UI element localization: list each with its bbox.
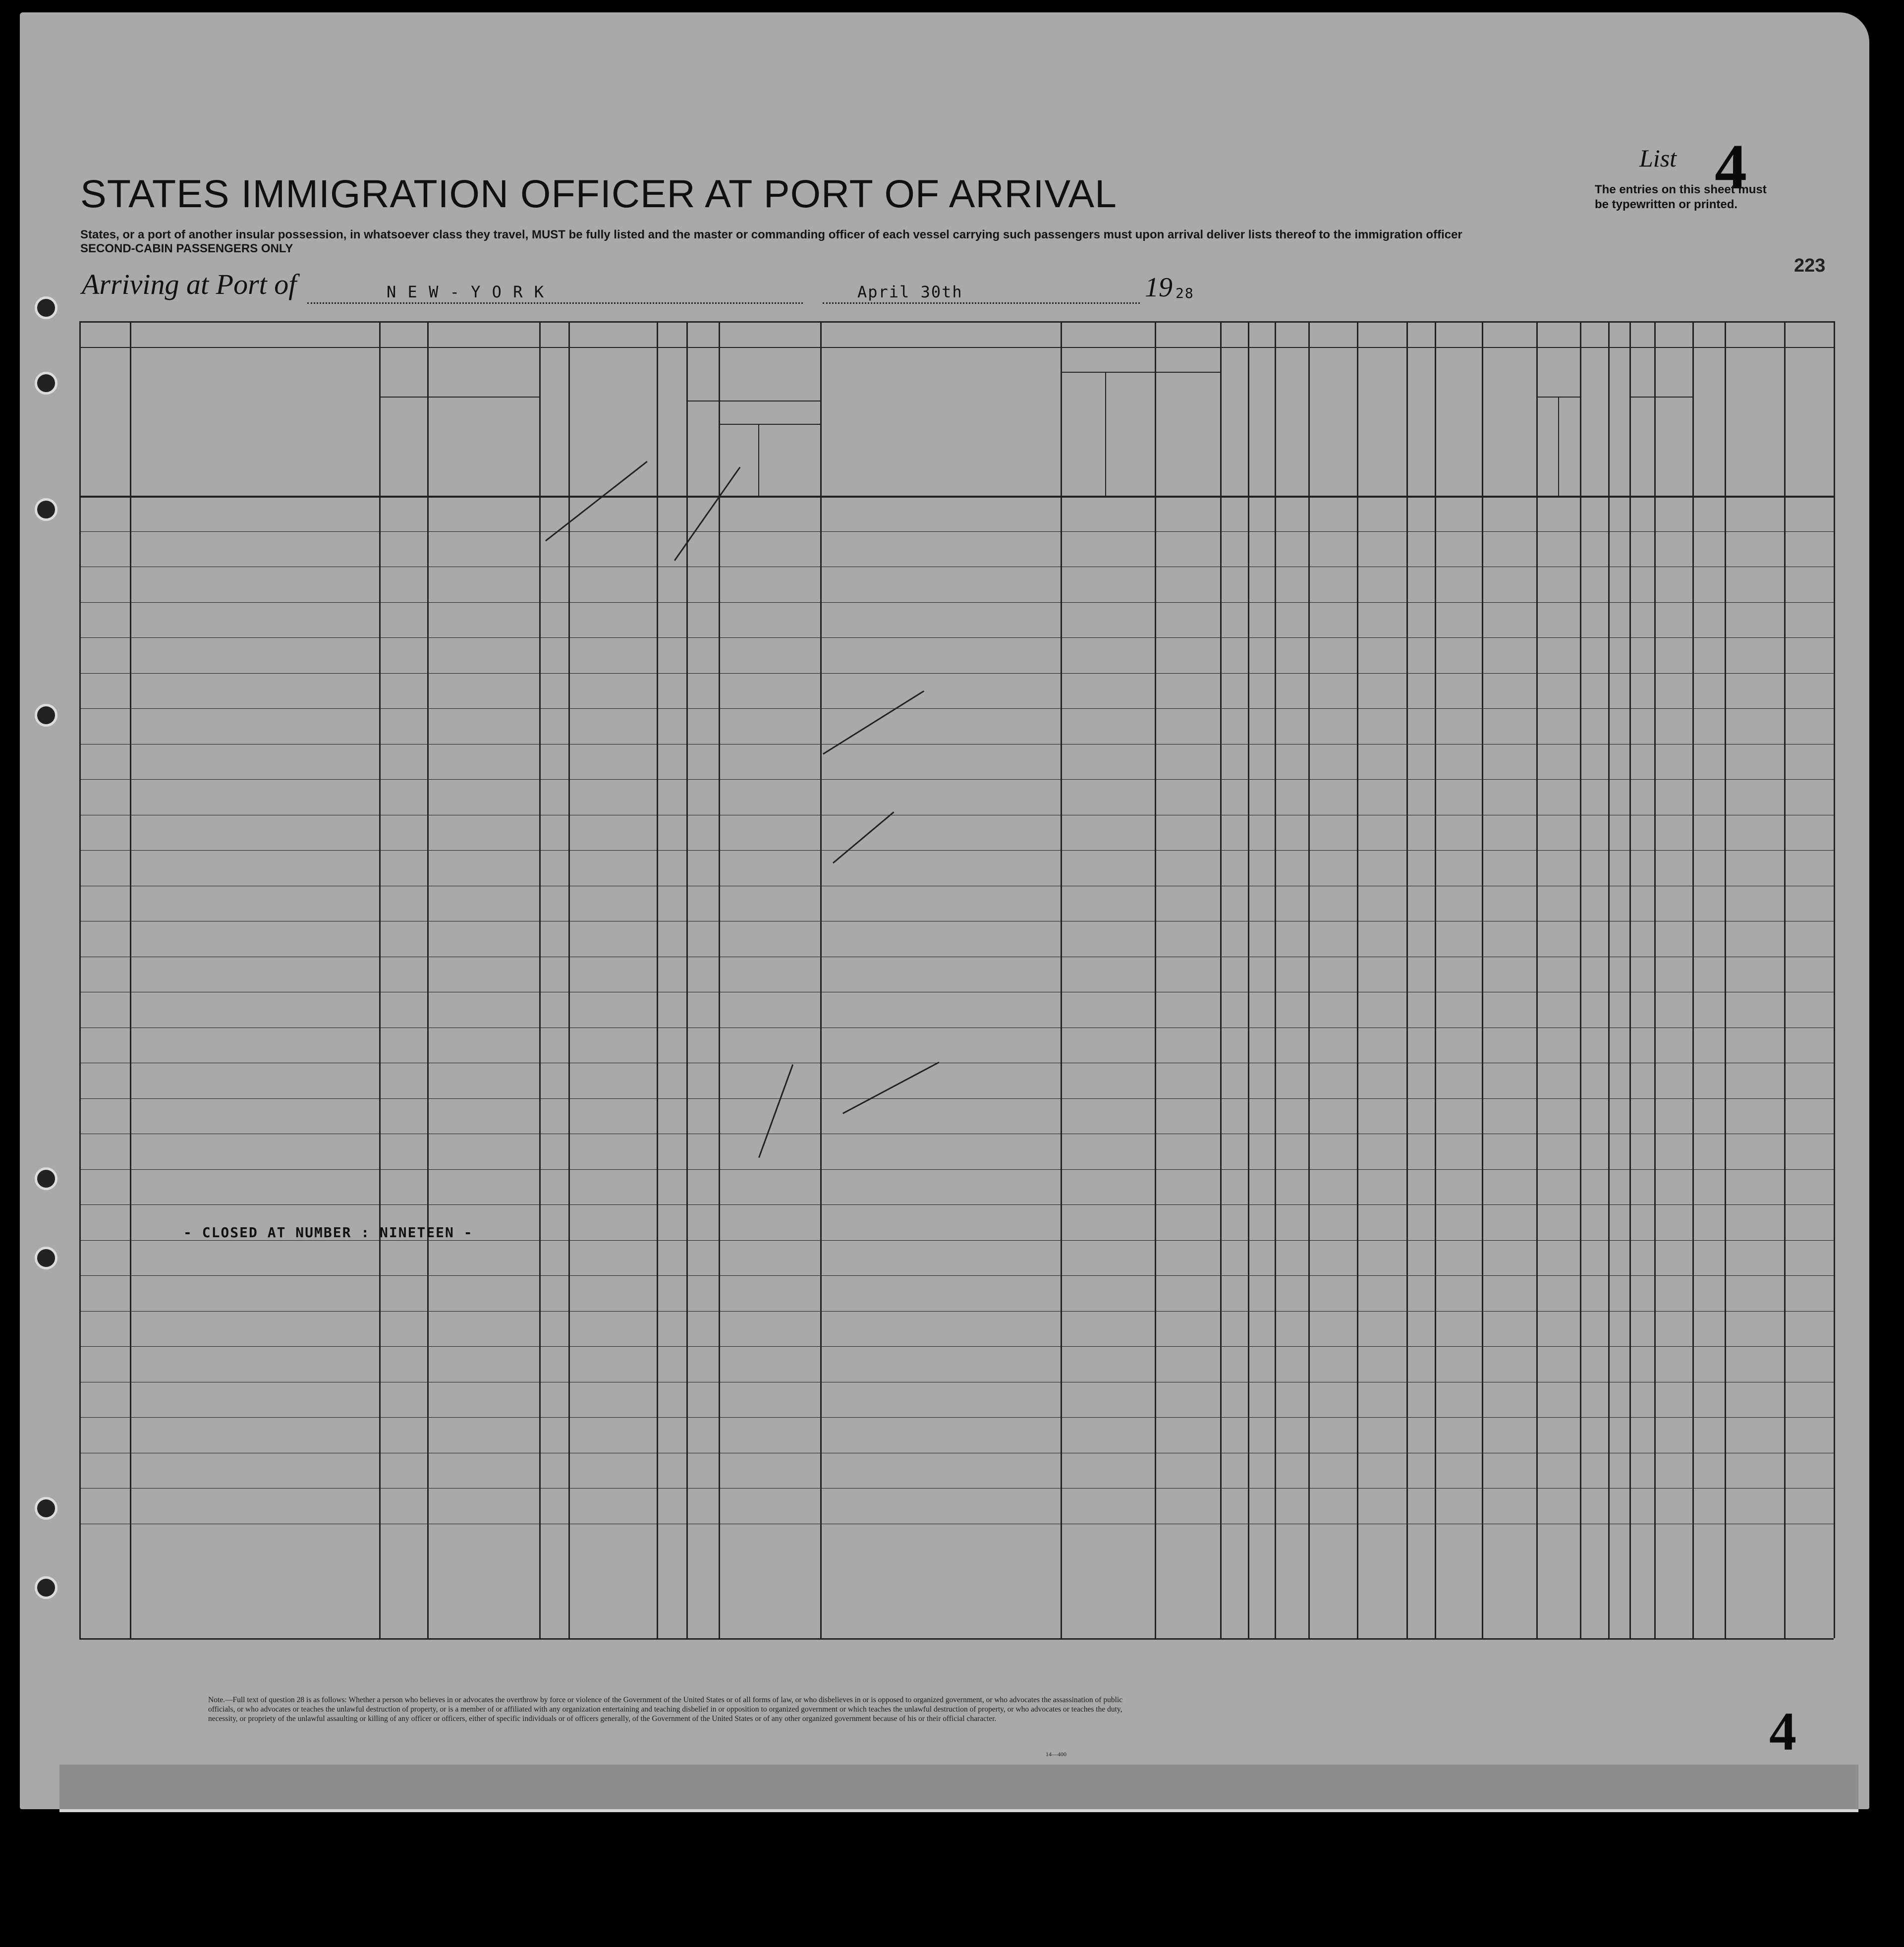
row-rule: [79, 1204, 1834, 1205]
column-rule: [1692, 321, 1694, 1638]
arrival-date: April 30th: [857, 283, 963, 301]
list-number: 4: [1715, 131, 1747, 203]
column-rule: [427, 321, 429, 1638]
column-rule: [1482, 321, 1483, 1638]
row-rule: [79, 850, 1834, 851]
column-rule: [1061, 321, 1062, 1638]
column-rule: [1580, 321, 1581, 1638]
question-28-note: Note.—Full text of question 28 is as follows: Whether a person who believes in or advocates the overthrow by force or violence of the Government of the United States or of all forms of law, or who disbelieves in or is opposed to organized government, or who advocates the assassination of public officials, or who advocates or teaches the unlawful destruction of property, or is a member of or affiliated with any organization entertaining and teaching disbelief in or opposition to organized government or which teaches the unlawful destruction of property, or who advocates or teaches the duty, necessity, or propriety of the unlawful assaulting or killing of any officer or officers, either of specific individuals or of officers generally, of the Government of the United States or of any other organized government because of his or their official character.: [208, 1696, 1123, 1723]
column-rule: [719, 321, 720, 1638]
rule-line: [1629, 397, 1692, 398]
page-number: 223: [1794, 255, 1826, 276]
form-number: 14—400: [1046, 1751, 1066, 1758]
row-rule: [79, 1417, 1834, 1418]
column-rule: [686, 321, 688, 1638]
rule-line: [719, 424, 820, 425]
column-rule: [1275, 321, 1276, 1638]
column-rule: [79, 321, 81, 1638]
list-label: List: [1639, 144, 1677, 172]
row-rule: [79, 1488, 1834, 1489]
check-mark: [674, 467, 740, 561]
rule-line: [79, 347, 1834, 348]
column-rule: [1725, 321, 1726, 1638]
column-rule: [1629, 321, 1631, 1638]
column-rule: [1248, 321, 1249, 1638]
row-rule: [79, 673, 1834, 674]
column-rule: [568, 321, 570, 1638]
row-rule: [79, 637, 1834, 638]
closed-note: - CLOSED AT NUMBER : NINETEEN -: [183, 1224, 473, 1241]
form-title: STATES IMMIGRATION OFFICER AT PORT OF ARRIVAL: [80, 172, 1117, 216]
check-mark: [545, 461, 648, 541]
second-cabin-label: SECOND-CABIN PASSENGERS ONLY: [80, 242, 293, 255]
column-rule: [1220, 321, 1222, 1638]
column-rule: [539, 321, 541, 1638]
column-rule: [1834, 321, 1835, 1638]
column-rule: [1608, 321, 1610, 1638]
check-mark: [842, 1062, 940, 1114]
column-rule: [1308, 321, 1310, 1638]
column-rule: [1654, 321, 1656, 1638]
year-suffix: 28: [1176, 285, 1194, 301]
rule-line: [379, 397, 539, 398]
form-instructions: States, or a port of another insular possession, in whatsoever class they travel, MUST be fully listed and the master or commanding officer of each vessel carrying such passengers must upon arrival deliver lists thereof to the immigration officer: [80, 228, 1462, 241]
column-rule: [1406, 321, 1408, 1638]
port-name: N E W - Y O R K: [387, 283, 545, 301]
row-rule: [79, 602, 1834, 603]
check-mark: [833, 811, 894, 863]
rule-line: [1105, 372, 1106, 496]
rule-line: [79, 321, 1834, 323]
row-rule: [79, 1311, 1834, 1312]
bottom-list-number: 4: [1769, 1701, 1796, 1762]
column-rule: [379, 321, 381, 1638]
rule-line: [79, 496, 1834, 498]
row-rule: [79, 1275, 1834, 1276]
row-rule: [79, 1098, 1834, 1099]
column-rule: [657, 321, 658, 1638]
column-rule: [1536, 321, 1538, 1638]
column-rule: [820, 321, 822, 1638]
check-mark: [823, 690, 924, 755]
rule-line: [1558, 397, 1559, 496]
year-prefix: 19: [1145, 272, 1173, 303]
column-rule: [1155, 321, 1156, 1638]
column-rule: [1357, 321, 1358, 1638]
entries-note-line: The entries on this sheet must: [1595, 183, 1767, 196]
row-rule: [79, 1169, 1834, 1170]
row-rule: [79, 708, 1834, 709]
rule-line: [758, 424, 759, 496]
column-rule: [1435, 321, 1436, 1638]
column-rule: [1784, 321, 1786, 1638]
check-mark: [758, 1064, 793, 1158]
row-rule: [79, 779, 1834, 780]
rule-line: [79, 1638, 1834, 1640]
entries-note-line: be typewritten or printed.: [1595, 198, 1738, 211]
column-rule: [130, 321, 131, 1638]
arriving-label: Arriving at Port of: [82, 268, 297, 300]
row-rule: [79, 1346, 1834, 1347]
row-rule: [79, 531, 1834, 532]
rule-line: [1061, 372, 1220, 373]
